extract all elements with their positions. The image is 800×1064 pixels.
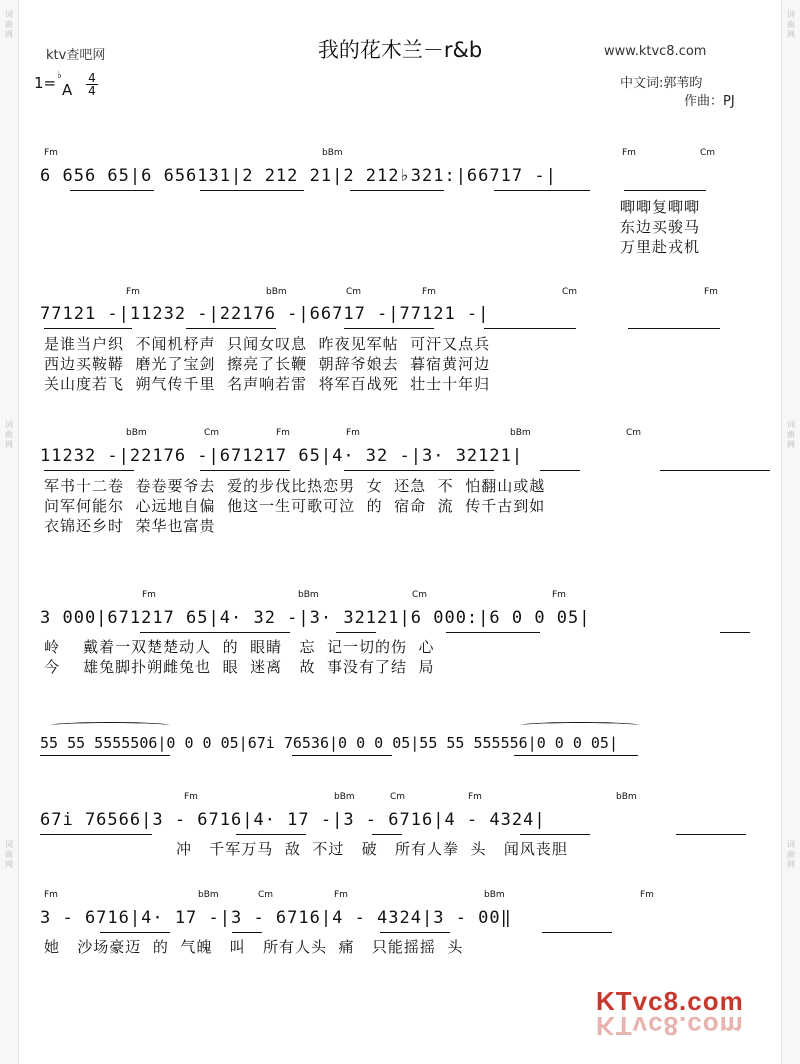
lyric-line: 冲 千军万马 敌 不过 破 所有人拳 头 闻风丧胆 [176,840,568,858]
side-mark: 网 [787,860,795,869]
chord-label: bBm [298,590,319,600]
key-flat-symbol: ♭ [57,70,62,81]
chord-label: Cm [412,590,428,600]
chord-label: Fm [334,890,348,900]
lyric-line: 西边买鞍鞯 磨光了宝剑 擦亮了长鞭 朝辞爷娘去 暮宿黄河边 [44,355,491,373]
chord-label: Fm [126,287,140,297]
time-signature-bottom: 4 [86,84,98,97]
chord-label: Cm [390,792,406,802]
slur-mark [50,722,170,729]
chord-label: Fm [44,148,58,158]
lyric-line: 军书十二卷 卷卷要爷去 爱的步伐比热恋男 女 还急 不 怕翻山或越 [44,477,546,495]
chord-label: Fm [468,792,482,802]
chord-label: Fm [184,792,198,802]
time-signature [86,72,98,97]
chord-label: Cm [346,287,362,297]
chord-label: Fm [640,890,654,900]
chord-label: Cm [204,428,220,438]
site-watermark-logo: KTvc8.com [596,986,744,1016]
chord-label: bBm [510,428,531,438]
beam-line [186,328,276,329]
chord-label: Fm [276,428,290,438]
beam-line [70,190,154,191]
notation-line: 3 - 6716|4· 17 -|3 - 6716|4 - 4324|3 - 00‖ [40,908,512,928]
chord-label: Cm [626,428,642,438]
side-mark: 曲 [5,430,13,439]
chord-label: Cm [258,890,274,900]
beam-line [484,328,576,329]
beam-line [200,190,304,191]
chord-label: Fm [552,590,566,600]
beam-line [236,834,306,835]
beam-line [446,632,540,633]
beam-line [720,632,750,633]
chord-label: Fm [704,287,718,297]
lyric-line: 问军何能尔 心远地自偏 他这一生可歌可泣 的 宿命 流 传千古到如 [44,497,546,515]
notation-line: 3 000|671217 65|4· 32 -|3· 32121|6 000:|6 0 0 05| [40,608,591,628]
beam-line [44,470,134,471]
notation-line: 6 656 65|6 656131|2 212 21|2 212♭321:|66717 -| [40,166,557,186]
side-mark: 网 [787,440,795,449]
beam-line [350,190,444,191]
side-mark: 词 [787,840,795,849]
lyric-line: 万里赴戎机 [620,238,701,256]
side-mark: 曲 [5,850,13,859]
chord-label: bBm [266,287,287,297]
beam-line [40,755,170,756]
beam-line [540,470,580,471]
side-mark: 网 [787,30,795,39]
beam-line [140,632,290,633]
lyric-line: 今 雄兔脚扑朔雌兔也 眼 迷离 故 事没有了结 局 [44,658,435,676]
beam-line [624,190,706,191]
chord-label: bBm [126,428,147,438]
composer-credit: 作曲：PJ [684,94,735,109]
side-mark: 曲 [787,850,795,859]
chord-label: Cm [562,287,578,297]
key-note: A [62,81,73,99]
chord-label: Fm [622,148,636,158]
side-mark: 网 [5,30,13,39]
side-mark: 曲 [5,20,13,29]
notation-line: 11232 -|22176 -|671217 65|4· 32 -|3· 32121| [40,446,524,466]
site-url-right: www.ktvc8.com [604,44,707,59]
beam-line [514,755,638,756]
slur-mark [520,722,640,729]
chord-label: bBm [334,792,355,802]
side-mark: 词 [5,10,13,19]
side-mark: 曲 [787,20,795,29]
beam-line [336,632,376,633]
beam-line [344,470,494,471]
beam-line [676,834,746,835]
beam-line [660,470,770,471]
beam-line [628,328,720,329]
site-name-left: ktv查吧网 [46,48,106,63]
side-mark: 曲 [787,430,795,439]
beam-line [344,328,434,329]
notation-line: 55 55 5555506|0 0 0 05|67i 76536|0 0 0 05|55 55 555556|0 0 0 05| [40,734,618,752]
key-signature: 1= [34,74,57,92]
left-margin-strip [0,0,19,1064]
right-margin-strip [781,0,800,1064]
chord-label: bBm [484,890,505,900]
site-watermark-reflection: KTvc8.com [596,1011,744,1041]
beam-line [200,470,290,471]
lyric-line: 关山度若飞 朔气传千里 名声响若雷 将军百战死 壮士十年归 [44,375,491,393]
side-mark: 词 [787,420,795,429]
chord-label: Fm [422,287,436,297]
beam-line [372,834,402,835]
beam-line [40,834,152,835]
lyric-line: 衣锦还乡时 荣华也富贵 [44,517,216,535]
side-mark: 词 [787,10,795,19]
side-mark: 网 [5,440,13,449]
beam-line [100,932,170,933]
chord-label: Fm [142,590,156,600]
chord-label: Fm [44,890,58,900]
beam-line [520,834,590,835]
lyric-line: 唧唧复唧唧 [620,198,701,216]
lyric-line: 岭 戴着一双楚楚动人 的 眼睛 忘 记一切的伤 心 [44,638,435,656]
song-title: 我的花木兰－r&b [317,38,483,62]
time-signature-top: 4 [88,71,96,85]
notation-line: 67i 76566|3 - 6716|4· 17 -|3 - 6716|4 - 4324| [40,810,546,830]
beam-line [292,755,392,756]
lyricist-credit: 中文词:郭苇昀 [620,76,703,91]
chord-label: bBm [322,148,343,158]
chord-label: Cm [700,148,716,158]
beam-line [44,328,132,329]
lyric-line: 是谁当户织 不闻机杼声 只闻女叹息 昨夜见军帖 可汗又点兵 [44,335,491,353]
chord-label: bBm [616,792,637,802]
beam-line [232,932,262,933]
side-mark: 网 [5,860,13,869]
chord-label: bBm [198,890,219,900]
lyric-line: 她 沙场豪迈 的 气魄 叫 所有人头 痛 只能摇摇 头 [44,938,464,956]
beam-line [380,932,450,933]
notation-line: 77121 -|11232 -|22176 -|66717 -|77121 -| [40,304,490,324]
side-mark: 词 [5,840,13,849]
beam-line [542,932,612,933]
beam-line [494,190,590,191]
chord-label: Fm [346,428,360,438]
lyric-line: 东边买骏马 [620,218,701,236]
side-mark: 词 [5,420,13,429]
